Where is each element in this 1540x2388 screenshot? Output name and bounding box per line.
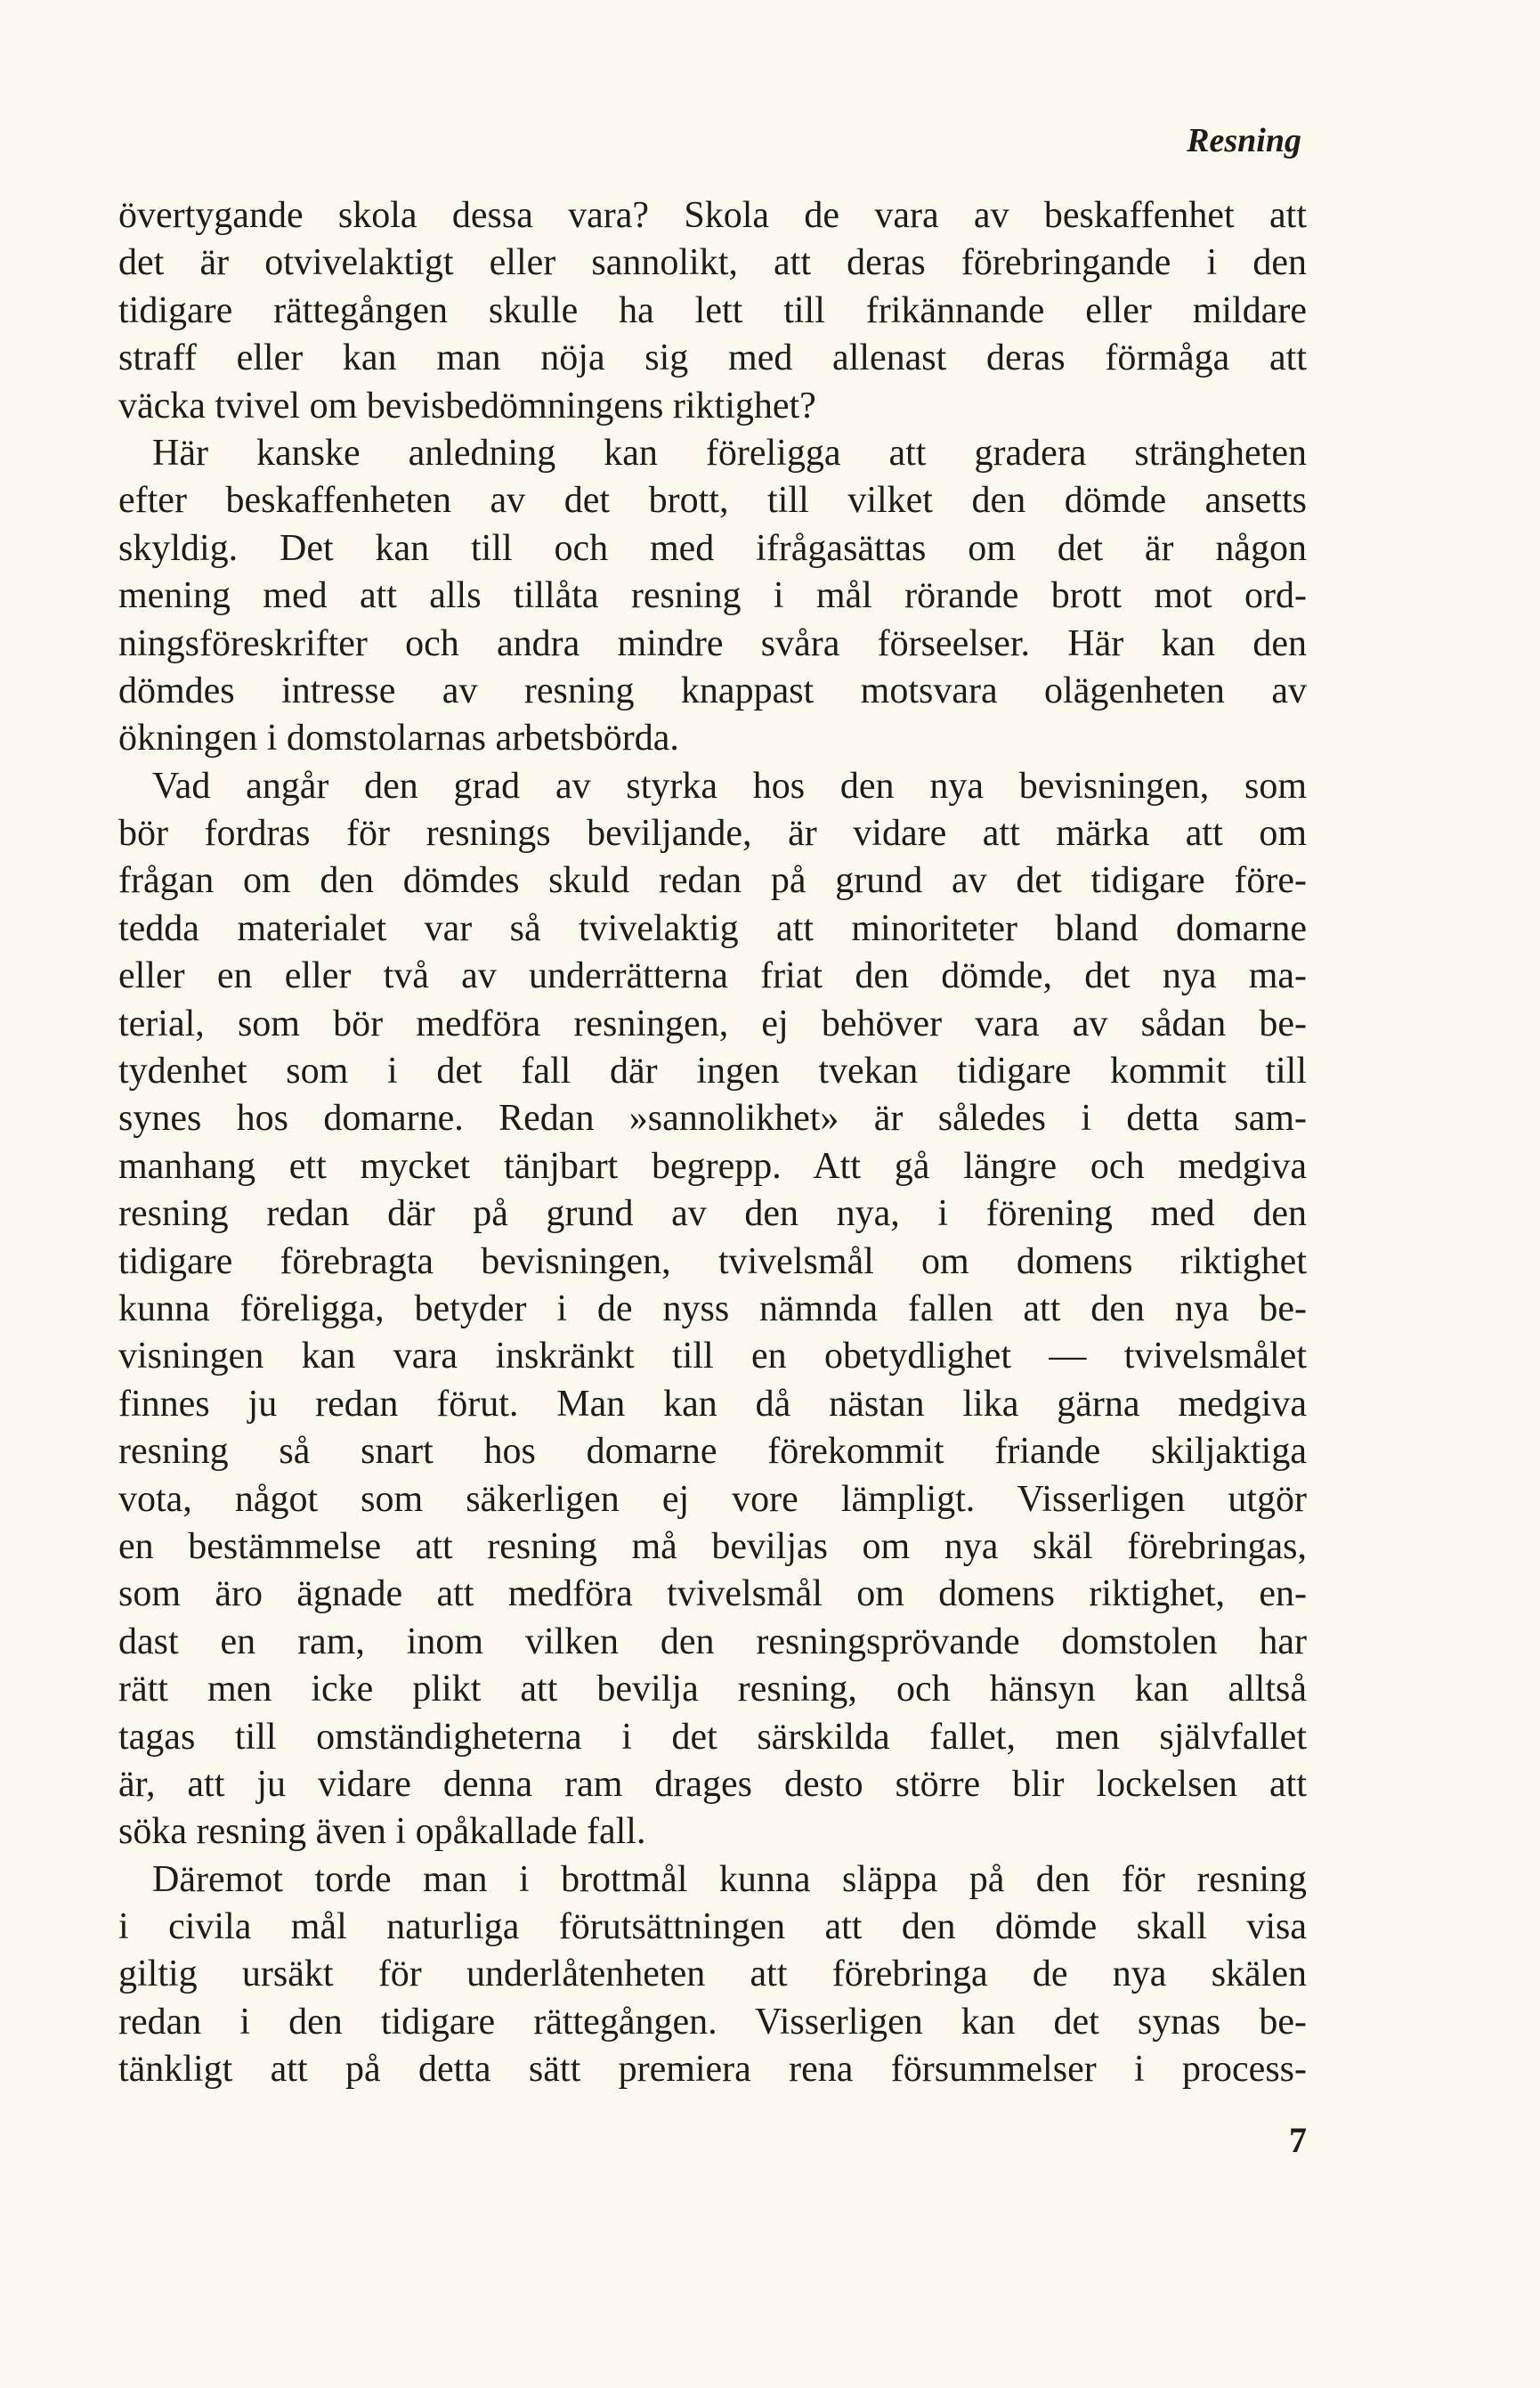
text-line: som äro ägnade att medföra tvivelsmål om domens riktighet, en- (118, 1573, 1307, 1615)
text-line: Vad angår den grad av styrka hos den nya bevisningen, som (152, 765, 1307, 807)
text-line: Däremot torde man i brottmål kunna släppa på den för resning (152, 1858, 1307, 1900)
text-line: vota, något som säkerligen ej vore lämpligt. Visserligen utgör (118, 1478, 1307, 1520)
text-line: resning redan där på grund av den nya, i förening med den (118, 1193, 1307, 1235)
text-line: visningen kan vara inskränkt till en obetydlighet — tvivelsmålet (118, 1336, 1307, 1377)
text-line: terial, som bör medföra resningen, ej behöver vara av sådan be- (118, 1003, 1307, 1044)
paragraph (118, 192, 1307, 430)
page-number: 7 (1289, 2120, 1307, 2160)
text-line: ningsföreskrifter och andra mindre svåra förseelser. Här kan den (118, 622, 1307, 664)
text-line: tidigare förebragta bevisningen, tvivelsmål om domens riktighet (118, 1240, 1307, 1282)
text-line: en bestämmelse att resning må beviljas om nya skäl förebringas, (118, 1525, 1307, 1567)
text-line: tänkligt att på detta sätt premiera rena försummelser i process- (118, 2049, 1307, 2091)
text-line: det är otvivelaktigt eller sannolikt, att deras förebringande i den (118, 242, 1307, 284)
text-line: tydenhet som i det fall där ingen tvekan tidigare kommit till (118, 1051, 1307, 1092)
text-line: eller en eller två av underrätterna friat den dömde, det nya ma- (118, 955, 1307, 997)
running-title: Resning (1187, 122, 1301, 159)
text-line: rätt men icke plikt att bevilja resning, och hänsyn kan alltså (118, 1669, 1307, 1710)
paragraph (118, 430, 1307, 763)
text-line: redan i den tidigare rättegången. Visserligen kan det synas be- (118, 2001, 1307, 2043)
text-line: tagas till omständigheterna i det särskilda fallet, men självfallet (118, 1716, 1307, 1758)
text-line: resning så snart hos domarne förekommit friande skiljaktiga (118, 1431, 1307, 1473)
text-line: straff eller kan man nöja sig med allenast deras förmåga att (118, 337, 1307, 379)
text-line: dast en ram, inom vilken den resningsprövande domstolen har (118, 1620, 1307, 1662)
text-line: är, att ju vidare denna ram drages desto större blir lockelsen att (118, 1763, 1307, 1805)
text-line: övertygande skola dessa vara? Skola de vara av beskaffenhet att (118, 195, 1307, 236)
paragraph (118, 1856, 1307, 2094)
text-line: manhang ett mycket tänjbart begrepp. Att gå längre och medgiva (118, 1145, 1307, 1187)
text-line: skyldig. Det kan till och med ifrågasättas om det är någon (118, 527, 1307, 569)
text-line: dömdes intresse av resning knappast motsvara olägenheten av (118, 670, 1307, 711)
text-line: väcka tvivel om bevisbedömningens riktighet? (118, 385, 816, 426)
body-text (118, 192, 1307, 2094)
text-line: mening med att alls tillåta resning i mål rörande brott mot ord- (118, 575, 1307, 617)
text-line: tidigare rättegången skulle ha lett till frikännande eller mildare (118, 289, 1307, 331)
text-line: synes hos domarne. Redan »sannolikhet» är således i detta sam- (118, 1098, 1307, 1140)
text-line: i civila mål naturliga förutsättningen att den dömde skall visa (118, 1906, 1307, 1948)
text-line: tedda materialet var så tvivelaktig att minoriteter bland domarne (118, 907, 1307, 949)
text-line: giltig ursäkt för underlåtenheten att förebringa de nya skälen (118, 1953, 1307, 1995)
text-line: frågan om den dömdes skuld redan på grund av det tidigare före- (118, 860, 1307, 902)
text-line: Här kanske anledning kan föreligga att gradera strängheten (152, 432, 1307, 474)
text-line: kunna föreligga, betyder i de nyss nämnda fallen att den nya be- (118, 1287, 1307, 1329)
text-line: bör fordras för resnings beviljande, är vidare att märka att om (118, 813, 1307, 855)
text-line: ökningen i domstolarnas arbetsbörda. (118, 718, 679, 759)
text-line: efter beskaffenheten av det brott, till vilket den dömde ansetts (118, 480, 1307, 522)
text-line: söka resning även i opåkallade fall. (118, 1811, 646, 1853)
text-line: finnes ju redan förut. Man kan då nästan lika gärna medgiva (118, 1383, 1307, 1425)
paragraph (118, 763, 1307, 1856)
